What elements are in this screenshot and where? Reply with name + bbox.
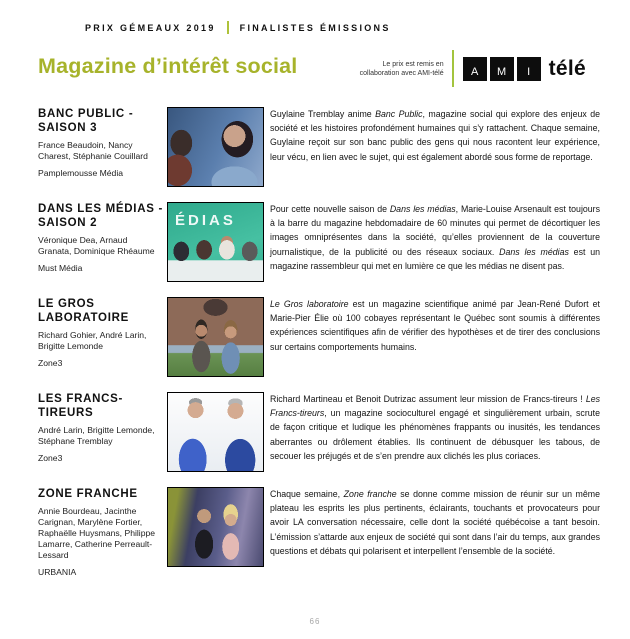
award-separator-line — [452, 50, 454, 87]
show-photo-frame — [167, 202, 264, 282]
logo-letter-m: M — [490, 57, 514, 81]
production-company: Zone3 — [38, 453, 63, 463]
header-event-title: PRIX GÉMEAUX 2019 — [85, 22, 216, 33]
entry-info-column — [38, 297, 167, 369]
nominee-names: André Larin, Brigitte Lemonde, Stéphane Tremblay — [38, 425, 155, 446]
show-photo-frame — [167, 297, 264, 377]
finalist-entry — [38, 392, 600, 472]
show-photo — [167, 487, 264, 567]
finalist-entry — [38, 107, 600, 187]
entry-info-column — [38, 392, 167, 464]
show-photo-frame — [167, 392, 264, 472]
show-photo — [167, 392, 264, 472]
page-number: 66 — [309, 617, 321, 626]
header-separator-line — [227, 21, 229, 34]
show-photo — [167, 297, 264, 377]
production-company: Must Média — [38, 263, 83, 273]
ami-tele-logo — [463, 57, 586, 81]
production-company: URBANIA — [38, 567, 77, 577]
page-header — [85, 21, 391, 34]
show-title: DANS LES MÉDIAS - SAISON 2 — [38, 203, 163, 229]
entry-info-column — [38, 202, 167, 274]
logo-letter-i: I — [517, 57, 541, 81]
nominee-names: Annie Bourdeau, Jacinthe Carignan, Marylène Fortier, Raphaëlle Huysmans, Philippe Lamarre, Catherine Perreault-Lessard — [38, 506, 156, 560]
page-footer — [0, 617, 630, 626]
logo-letter-a: A — [463, 57, 487, 81]
finalists-list — [38, 107, 600, 593]
photo-overlay-text: ÉDIAS — [175, 212, 236, 229]
category-title: Magazine d’intérêt social — [38, 54, 298, 78]
show-description: Chaque semaine, Zone franche se donne comme mission de réunir sur un même plateau les esprits les plus pertinents, éclairants, touchants et provocateurs pour avoir LA conversation nécessaire, celle dont la société québécoise a tant besoin. L’émission s’attarde aux enjeux de société qui sont dans l’air du temps, aux grandes questions et débats qui polarisent et interpellent l’ensemble de la société. — [270, 489, 600, 556]
nominee-names: Véronique Dea, Arnaud Granata, Dominique Rhéaume — [38, 235, 155, 256]
show-description: Richard Martineau et Benoit Dutrizac assument leur mission de Francs-tireurs ! Les Francs-tireurs, un magazine socioculturel engagé et singulièrement urbain, scrute de façon critique et ludique les phénomènes frappants ou inusités, les tendances aberrantes ou drôlement établies. Ils continuent de débusquer les tabous, de secouer les préjugés et de s’en prendre aux clichés les plus coriaces. — [270, 394, 600, 461]
show-photo-frame — [167, 107, 264, 187]
show-title: BANC PUBLIC - SAISON 3 — [38, 108, 134, 134]
show-photo — [167, 107, 264, 187]
award-note: Le prix est remis en collaboration avec AMI-télé — [359, 60, 444, 77]
finalist-entry — [38, 487, 600, 578]
nominee-names: Richard Gohier, André Larin, Brigitte Lemonde — [38, 330, 147, 351]
entry-info-column — [38, 107, 167, 179]
show-photo — [167, 202, 264, 282]
show-title: ZONE FRANCHE — [38, 488, 138, 500]
production-company: Zone3 — [38, 358, 63, 368]
show-description: Pour cette nouvelle saison de Dans les médias, Marie-Louise Arsenault est toujours à la barre du magazine hebdomadaire de 60 minutes qui permet de décortiquer les images omniprésentes dans la société, qu’elles proviennent de la couverture journalistique, de la publicité ou des réseaux sociaux. Dans les médias est un magazine rassembleur qui met en lumière ce que les médias ne disent pas. — [270, 204, 601, 271]
show-description: Le Gros laboratoire est un magazine scientifique animé par Jean-René Dufort et Marie-Pier Élie où 100 cobayes représentant le Québec sont soumis à différentes expériences scientifiques afin de vérifier des hypothèses et de tirer des conclusions sur certains comportements humains. — [270, 299, 600, 352]
finalist-entry — [38, 202, 600, 282]
show-title: LES FRANCS-TIREURS — [38, 393, 124, 419]
logo-wordmark: télé — [548, 56, 586, 80]
nominee-names: France Beaudoin, Nancy Charest, Stéphanie Couillard — [38, 140, 148, 161]
show-title: LE GROS LABORATOIRE — [38, 298, 129, 324]
production-company: Pamplemousse Média — [38, 168, 124, 178]
header-section-title: FINALISTES ÉMISSIONS — [239, 22, 391, 33]
show-photo-frame — [167, 487, 264, 567]
entry-info-column — [38, 487, 167, 578]
show-description: Guylaine Tremblay anime Banc Public, magazine social qui explore des enjeux de société et les histoires profondément humaines qui s’y rattachent. Chaque semaine, Guylaine reçoit sur son banc public des gens qui nous racontent leur expérience, leur vécu, en lien avec le sujet, qui est également abordé sous forme de reportage. — [270, 109, 601, 162]
award-collaboration-block — [352, 50, 586, 87]
finalist-entry — [38, 297, 600, 377]
